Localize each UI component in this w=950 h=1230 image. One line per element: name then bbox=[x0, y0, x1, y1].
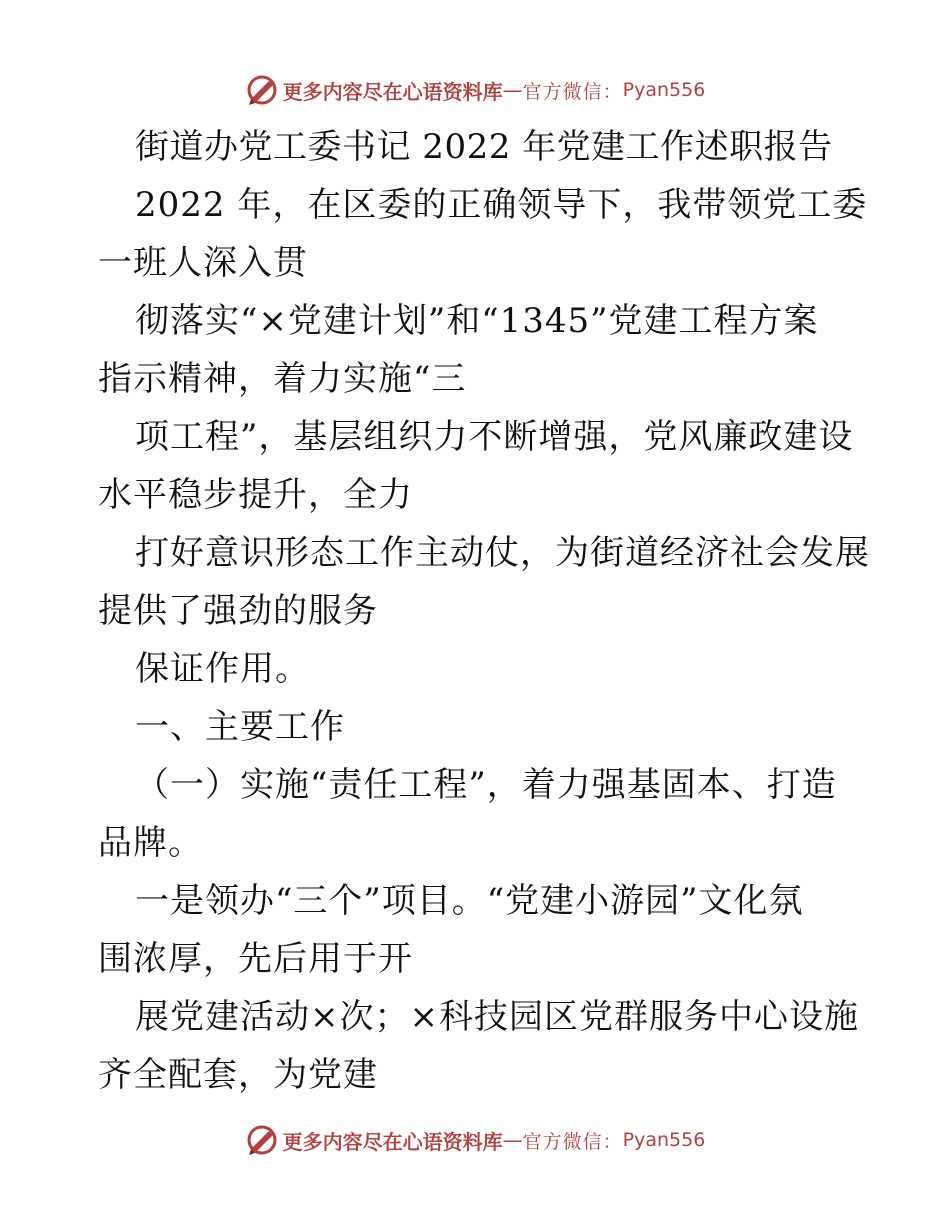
banner-separator: — bbox=[502, 1128, 523, 1152]
text-line: 水平稳步提升，全力 bbox=[98, 475, 413, 515]
text-line: 打好意识形态工作主动仗，为街道经济社会发展 bbox=[135, 533, 870, 573]
text-line: 保证作用。 bbox=[135, 649, 310, 689]
banner-wechat-id: Pyan556 bbox=[622, 79, 706, 101]
banner-wechat-label: 官方微信： bbox=[522, 80, 623, 103]
pen-logo-icon bbox=[245, 1123, 279, 1157]
text-line: 指示精神，着力实施“三 bbox=[98, 359, 467, 399]
pen-logo-icon bbox=[245, 73, 279, 107]
header-watermark bbox=[0, 72, 950, 108]
text-line: 一是领办“三个”项目。“党建小游园”文化氛 bbox=[135, 881, 804, 921]
document-title: 街道办党工委书记 2022 年党建工作述职报告 bbox=[135, 127, 833, 167]
text-line: 项工程”，基层组织力不断增强，党风廉政建设 bbox=[135, 417, 854, 457]
text-line: 彻落实“×党建计划”和“1345”党建工程方案 bbox=[135, 301, 819, 341]
footer-watermark bbox=[0, 1122, 950, 1158]
text-line: 展党建活动×次；×科技园区党群服务中心设施 bbox=[135, 997, 859, 1037]
text-line: 2022 年，在区委的正确领导下，我带领党工委 bbox=[135, 185, 868, 225]
banner-main-text: 更多内容尽在心语资料库 bbox=[282, 1129, 503, 1154]
banner-separator: — bbox=[502, 78, 523, 102]
banner-main-text: 更多内容尽在心语资料库 bbox=[282, 79, 503, 104]
banner-wechat-id: Pyan556 bbox=[622, 1129, 706, 1151]
text-line: 提供了强劲的服务 bbox=[98, 591, 378, 631]
banner-wechat-label: 官方微信： bbox=[522, 1130, 623, 1153]
subsection-heading: （一）实施“责任工程”，着力强基固本、打造 bbox=[135, 765, 837, 805]
text-line: 围浓厚，先后用于开 bbox=[98, 939, 413, 979]
text-line: 一班人深入贯 bbox=[98, 243, 308, 283]
document-body bbox=[98, 118, 870, 1104]
text-line: 齐全配套，为党建 bbox=[98, 1055, 378, 1095]
text-line: 品牌。 bbox=[98, 823, 203, 863]
section-heading: 一、主要工作 bbox=[135, 707, 345, 747]
